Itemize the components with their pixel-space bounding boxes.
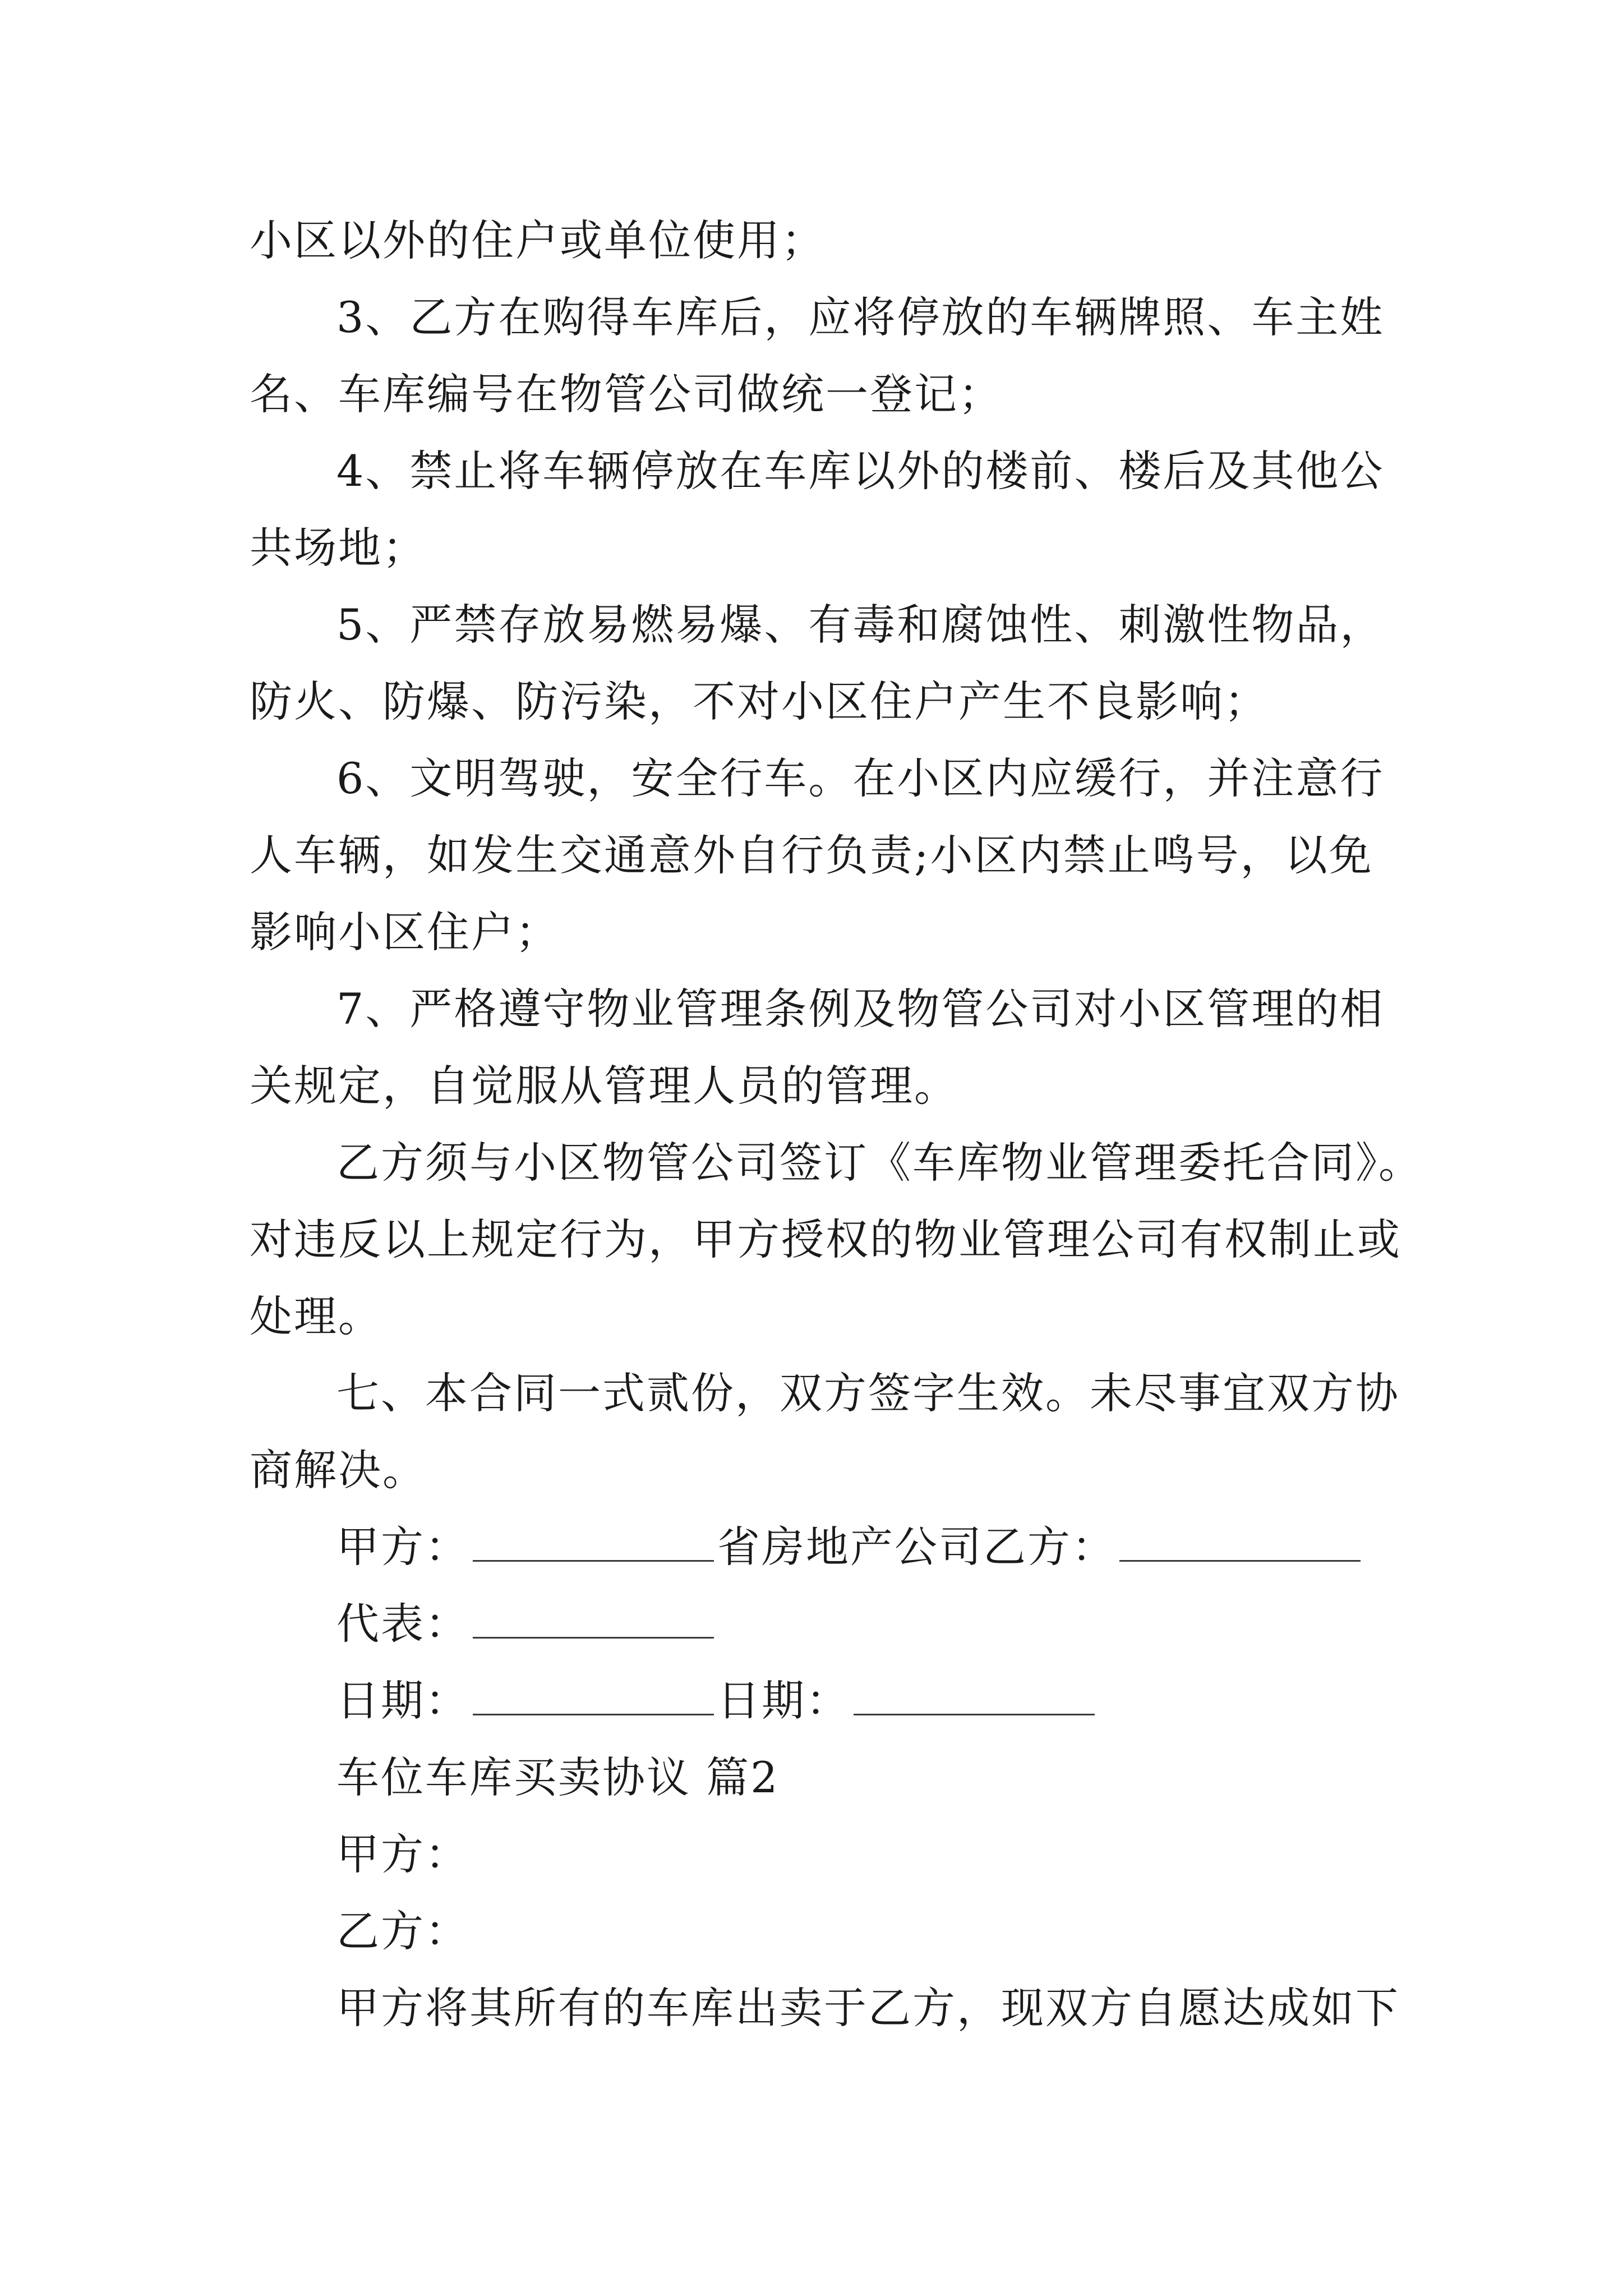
signature-line-representative <box>250 1585 1388 1662</box>
paragraph-line: 6、文明驾驶，安全行车。在小区内应缓行，并注意行 <box>336 753 1385 803</box>
paragraph-line: 对违反以上规定行为，甲方授权的物业管理公司有权制止或 <box>250 1214 1401 1264</box>
paragraph-line: 3、乙方在购得车库后，应将停放的车辆牌照、车主姓 <box>336 292 1385 342</box>
representative-blank <box>473 1598 714 1639</box>
paragraph-line: 处理。 <box>250 1291 382 1341</box>
paragraph-line: 影响小区住户； <box>250 907 560 957</box>
date-label-a: 日期： <box>336 1676 469 1726</box>
section-2-title: 车位车库买卖协议 篇2 <box>336 1752 780 1802</box>
paragraph-line: 人车辆，如发生交通意外自行负责;小区内禁止鸣号，以免 <box>250 830 1373 880</box>
paragraph-line: 4、禁止将车辆停放在车库以外的楼前、楼后及其他公 <box>336 446 1385 496</box>
party-a-blank <box>473 1521 714 1562</box>
section-2-intro: 甲方将其所有的车库出卖于乙方，现双方自愿达成如下 <box>336 1983 1400 2033</box>
section-2-party-b: 乙方： <box>336 1906 469 1956</box>
document-body <box>250 202 1423 2046</box>
paragraph-line: 乙方须与小区物管公司签订《车库物业管理委托合同》。 <box>336 1138 1423 1188</box>
date-blank-b <box>854 1674 1095 1715</box>
date-blank-a <box>473 1674 714 1715</box>
paragraph-line: 商解决。 <box>250 1445 427 1495</box>
signature-line-dates <box>250 1662 1388 1739</box>
section-2-party-a: 甲方： <box>336 1829 469 1879</box>
paragraph-line: 共场地； <box>250 523 427 573</box>
paragraph-line: 七、本合同一式贰份，双方签字生效。未尽事宜双方协 <box>336 1368 1400 1418</box>
paragraph-line: 7、严格遵守物业管理条例及物管公司对小区管理的相 <box>336 984 1385 1034</box>
paragraph-line: 关规定，自觉服从管理人员的管理。 <box>250 1061 958 1111</box>
paragraph-line: 名、车库编号在物管公司做统一登记； <box>250 369 1003 419</box>
party-a-label: 甲方： <box>336 1522 469 1572</box>
date-label-b: 日期： <box>717 1676 850 1726</box>
party-b-label: 乙方： <box>983 1522 1116 1572</box>
paragraph-line: 5、严禁存放易燃易爆、有毒和腐蚀性、刺激性物品， <box>336 600 1385 650</box>
party-b-blank <box>1119 1521 1361 1562</box>
signature-line-parties <box>250 1508 1388 1585</box>
paragraph-line: 防火、防爆、防污染，不对小区住户产生不良影响； <box>250 677 1269 726</box>
representative-label: 代表： <box>336 1599 469 1649</box>
party-a-company: 省房地产公司 <box>717 1522 983 1572</box>
paragraph-line: 小区以外的住户或单位使用； <box>250 215 826 265</box>
